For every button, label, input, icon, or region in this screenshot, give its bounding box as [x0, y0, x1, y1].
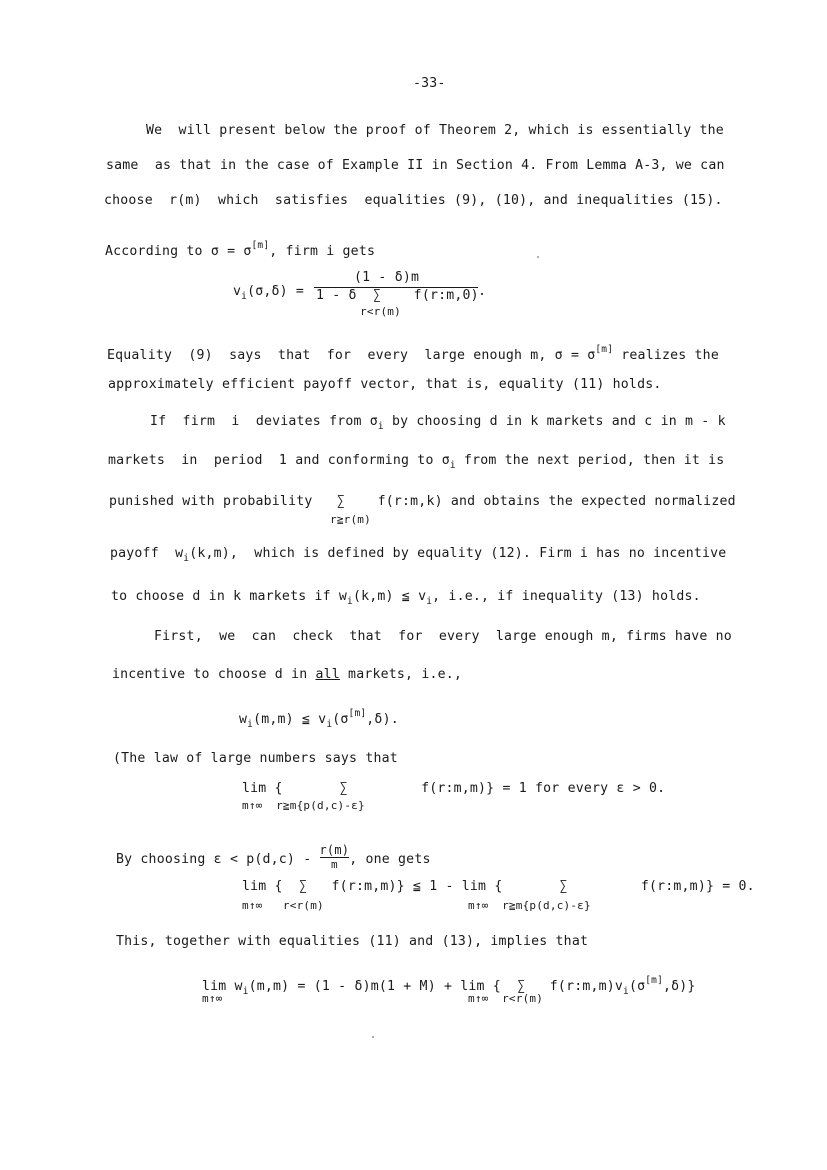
paragraph-3-sum-index: r≧r(m) [330, 513, 371, 526]
scan-speck [372, 1036, 374, 1038]
page-number: -33- [413, 76, 446, 91]
paragraph-1-line-2: same as that in the case of Example II in Section 4. From Lemma A-3, we can [106, 158, 725, 173]
paragraph-6-line-1: By choosing ε < p(d,c) - $\frac{r(m)}{m}$ , one gets [116, 843, 431, 871]
equation-5-limit-left: m↑∞ [202, 992, 223, 1005]
paragraph-3-line-1: If firm i deviates from $\sigma_i$ by choosing d in k markets and c in m - k [150, 414, 726, 432]
equation-4-limits-left: m↑∞ r<r(m) [242, 899, 324, 912]
paragraph-3-line-2: markets in period 1 and conforming to $\sigma_i$ from the next period, then it is [108, 453, 725, 471]
equation-5: $\lim w_i(m,m) = (1 - \delta)m(1 + M) + \lim$ { ∑ $f(r:m,m)v_i(\sigma[m],\delta)$} [202, 975, 696, 997]
equation-3: lim { ∑ f(r:m,m)} = 1 for every ε > 0. [242, 781, 666, 796]
equation-2: $w_i(m,m)$ ≦ $v_i(\sigma[m],\delta)$. [239, 708, 399, 730]
equation-1-numerator: (1 - δ)m [354, 270, 420, 285]
equation-1-denominator: 1 - δ ∑ f(r:m,0) [316, 288, 479, 303]
paragraph-1-line-3: choose r(m) which satisfies equalities (9), (10), and inequalities (15). [104, 193, 723, 208]
equation-1-sum-index: r<r(m) [360, 305, 401, 318]
paragraph-5-line-1: (The law of large numbers says that [113, 751, 398, 766]
paragraph-1-line-4: According to σ = σ[m], firm i gets [105, 240, 376, 259]
equation-1-lhs: $v_i(\sigma,\delta)$ = [233, 284, 305, 302]
equation-1-period: . [478, 284, 487, 299]
paragraph-1-line-1: We will present below the proof of Theorem 2, which is essentially the [146, 123, 724, 138]
paragraph-7-line-1: This, together with equalities (11) and (13), implies that [116, 934, 589, 949]
paragraph-3-line-3: punished with probability ∑ f(r:m,k) and obtains the expected normalized [109, 494, 736, 509]
scan-speck [537, 256, 539, 258]
paragraph-4-line-1: First, we can check that for every large enough m, firms have no [154, 629, 732, 644]
fraction-numerator: r(m) [319, 843, 350, 857]
paragraph-3-line-5: to choose d in k markets if $w_i(k,m)$ ≦ $v_i$, i.e., if inequality (13) holds. [111, 589, 701, 607]
equation-5-limits-right: m↑∞ r<r(m) [468, 992, 544, 1005]
equation-4-limits-right: m↑∞ r≧m{p(d,c)-ε} [468, 899, 591, 912]
equation-3-limits: m↑∞ r≧m{p(d,c)-ε} [242, 799, 365, 812]
fraction-denominator: m [330, 858, 338, 871]
paragraph-2-line-2: approximately efficient payoff vector, that is, equality (11) holds. [108, 377, 662, 392]
paragraph-4-line-2: incentive to choose d in all markets, i.e., [112, 667, 463, 682]
paragraph-3-line-4: payoff $w_i(k,m)$, which is defined by equality (12). Firm i has no incentive [110, 546, 727, 564]
paragraph-2-line-1: Equality (9) says that for every large enough m, σ = σ[m] realizes the [107, 344, 719, 363]
equation-4: lim { ∑ f(r:m,m)} ≦ 1 - lim { ∑ f(r:m,m)} = 0. [242, 879, 755, 894]
